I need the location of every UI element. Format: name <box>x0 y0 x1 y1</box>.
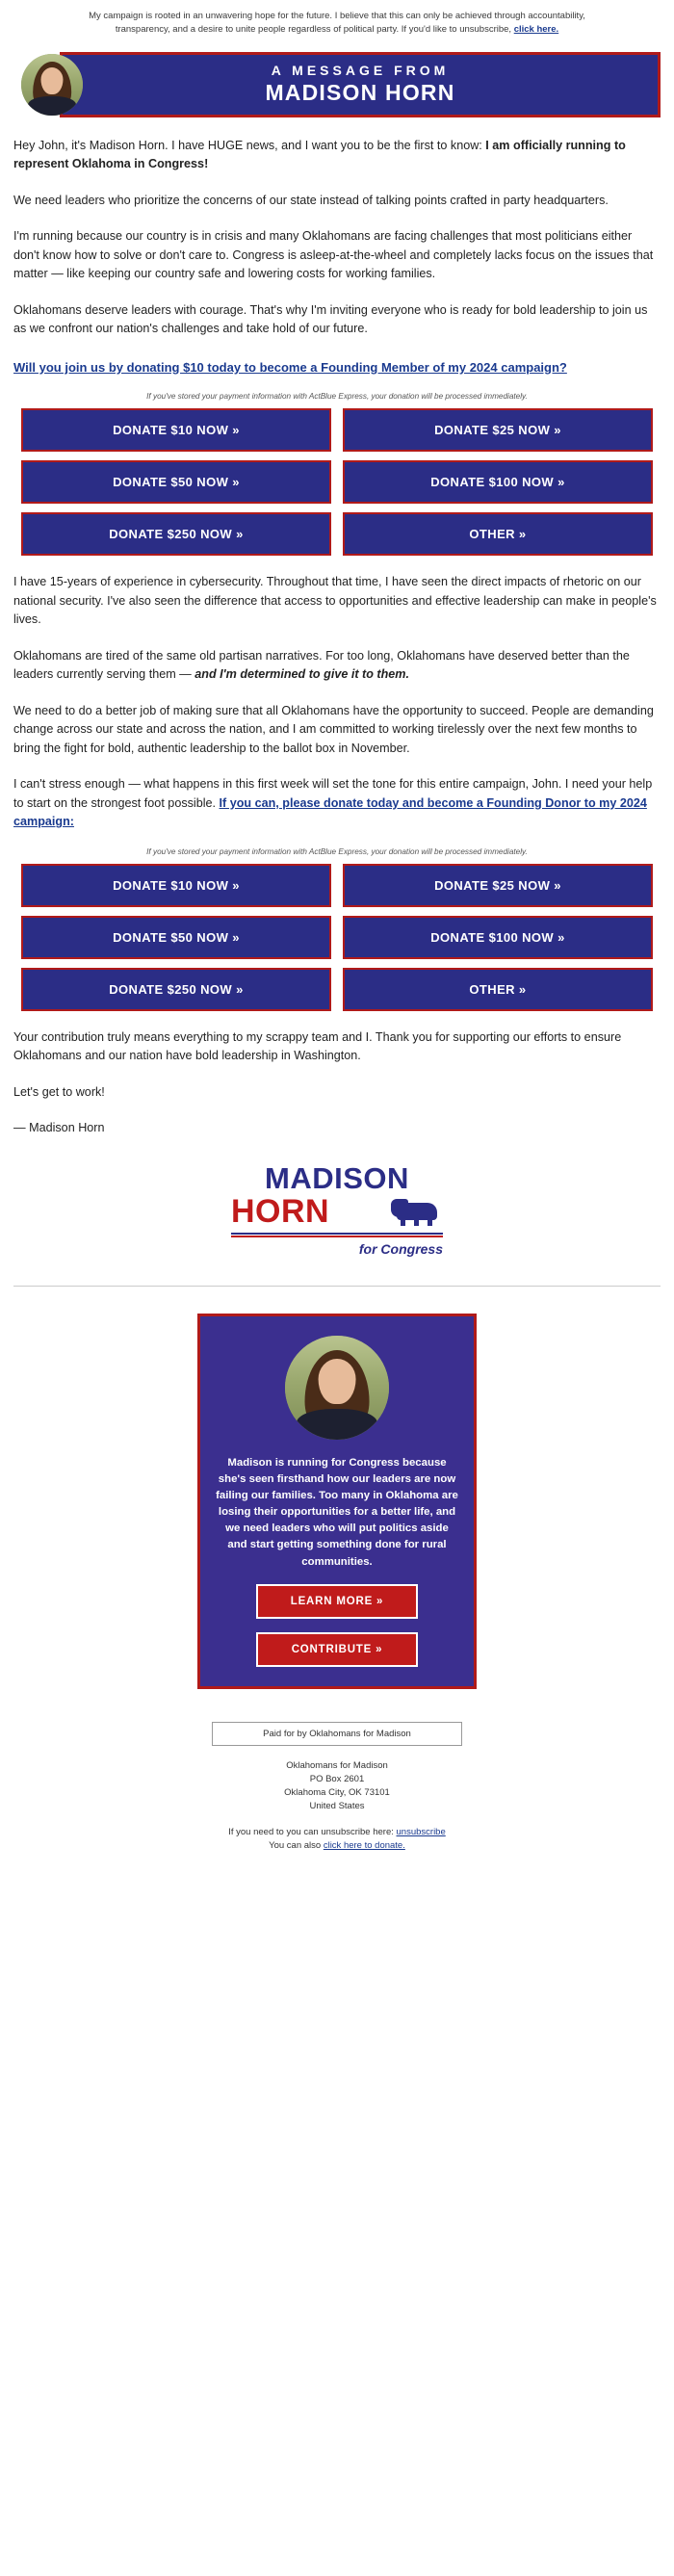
donate-250-button-top[interactable]: DONATE $250 NOW » <box>21 512 331 556</box>
donate-button-grid-2 <box>21 864 653 1011</box>
preheader <box>0 0 674 44</box>
paragraph-4: Oklahomans deserve leaders with courage. That's why I'm inviting everyone who is ready for bold leadership to join us as we confront our nation's challenges and take hold of our future. <box>13 302 648 336</box>
donate-250-button-bottom[interactable]: DONATE $250 NOW » <box>21 968 331 1011</box>
paragraph-9: Your contribution truly means everything to my scrappy team and I. Thank you for supporting our efforts to ensure Oklahomans and our nation have bold leadership in Washington. <box>13 1029 622 1063</box>
paid-for-disclaimer: Paid for by Oklahomans for Madison <box>212 1722 462 1746</box>
portrait-body <box>28 96 76 115</box>
footer-donate-link[interactable]: click here to donate. <box>323 1839 405 1851</box>
actblue-disclaimer-1: If you've stored your payment information with ActBlue Express, your donation will be processed immediately. <box>146 392 528 402</box>
header-portrait-image <box>21 54 83 116</box>
bison-leg-2 <box>414 1218 419 1226</box>
paragraph-7: We need to do a better job of making sure that all Oklahomans have the opportunity to succeed. People are demanding change across our state and across the nation, and I am committed to working tirelessly over the next few months to bring the fight for bold, authentic leadership to the ballot box in November. <box>13 703 654 755</box>
paragraph-6 <box>13 647 661 685</box>
donation-ask-link-1[interactable]: Will you join us by donating $10 today to become a Founding Member of my 2024 campaign? <box>13 359 567 375</box>
footer-unsubscribe-line <box>0 1826 674 1839</box>
bison-leg-3 <box>428 1218 432 1226</box>
donate-25-button-bottom[interactable]: DONATE $25 NOW » <box>343 864 653 907</box>
signature: — Madison Horn <box>13 1121 105 1135</box>
paragraph-5: I have 15-years of experience in cybersecurity. Throughout that time, I have seen the direct impacts of rhetoric on our national security. I've also seen the difference that access to opportunities and effective leadership can make in people's lives. <box>13 575 657 627</box>
preheader-unsubscribe-link[interactable]: click here. <box>513 23 559 35</box>
paragraph-1-intro: Hey John, it's Madison Horn. I have HUGE news, and I want you to be the first to know: <box>13 138 486 152</box>
donate-button-grid-1 <box>21 408 653 556</box>
paragraph-6-emphasis: and I'm determined to give it to them. <box>194 667 409 682</box>
donate-25-button-top[interactable]: DONATE $25 NOW » <box>343 408 653 452</box>
header-line-2: MADISON HORN <box>265 80 455 106</box>
donate-other-button-top[interactable]: OTHER » <box>343 512 653 556</box>
paragraph-10: Let's get to work! <box>13 1084 105 1099</box>
campaign-logo <box>231 1160 443 1264</box>
paragraph-8 <box>13 775 661 832</box>
header-banner <box>13 52 661 117</box>
donate-100-button-bottom[interactable]: DONATE $100 NOW » <box>343 916 653 959</box>
logo-horn-row <box>231 1192 443 1230</box>
email-content <box>0 137 674 1264</box>
donate-other-button-bottom[interactable]: OTHER » <box>343 968 653 1011</box>
footer-donate-line <box>0 1839 674 1853</box>
actblue-disclaimer-2: If you've stored your payment information with ActBlue Express, your donation will be processed immediately. <box>146 846 528 856</box>
paragraph-2: We need leaders who prioritize the concerns of our state instead of talking points crafted in party headquarters. <box>13 193 609 207</box>
header-line-1: A MESSAGE FROM <box>271 63 450 79</box>
logo-divider <box>231 1233 443 1237</box>
logo-madison-text: MADISON <box>265 1160 409 1195</box>
promo-card <box>197 1314 477 1689</box>
learn-more-button[interactable]: LEARN MORE » <box>256 1584 418 1619</box>
donate-100-button-top[interactable]: DONATE $100 NOW » <box>343 460 653 504</box>
donate-50-button-bottom[interactable]: DONATE $50 NOW » <box>21 916 331 959</box>
promo-portrait-face <box>319 1359 356 1405</box>
donation-ask-link-2[interactable]: If you can, please donate today and become a Founding Donor to my 2024 campaign: <box>13 795 647 829</box>
header-banner-bar <box>60 52 661 117</box>
promo-card-photo <box>285 1336 389 1440</box>
donate-50-button-top[interactable]: DONATE $50 NOW » <box>21 460 331 504</box>
footer-unsubscribe-text: If you need to you can unsubscribe here: <box>228 1826 397 1837</box>
footer-address-line-1: Oklahomans for Madison <box>286 1759 388 1771</box>
portrait-graphic <box>21 54 83 116</box>
donate-10-button-top[interactable]: DONATE $10 NOW » <box>21 408 331 452</box>
footer-unsubscribe <box>0 1826 674 1879</box>
bison-leg-1 <box>401 1218 405 1226</box>
paragraph-3: I'm running because our country is in crisis and many Oklahomans are facing challenges that most politicians either don't know how to solve or don't care to. Congress is asleep-at-the-wheel and completely lacks focus on the issues that matter — like keeping our country safe and lowering costs for working families. <box>13 229 654 281</box>
paragraph-8-intro: I can't stress enough — what happens in this first week will set the tone for this entire campaign, John. I need your help to start on the strongest foot possible. <box>13 777 653 810</box>
promo-portrait-graphic <box>285 1336 389 1440</box>
footer-address-line-4: United States <box>309 1801 365 1812</box>
footer-address <box>0 1759 674 1814</box>
portrait-face <box>40 67 63 94</box>
logo-horn-text: HORN <box>231 1192 330 1230</box>
promo-portrait-body <box>297 1409 377 1440</box>
paragraph-1 <box>13 137 661 174</box>
logo-for-congress-text: for Congress <box>358 1240 443 1257</box>
contribute-button[interactable]: CONTRIBUTE » <box>256 1632 418 1667</box>
donate-10-button-bottom[interactable]: DONATE $10 NOW » <box>21 864 331 907</box>
footer-address-line-2: PO Box 2601 <box>309 1773 365 1784</box>
footer-address-line-3: Oklahoma City, OK 73101 <box>284 1787 390 1799</box>
paragraph-6-intro: Oklahomans are tired of the same old partisan narratives. For too long, Oklahomans have deserved better than the leaders currently serving them — <box>13 648 630 682</box>
promo-card-text: Madison is running for Congress because she's seen firsthand how our leaders are now failing our families. Too many in Oklahoma are losing their opportunities for a better life, and we need leaders who will put politics aside and start getting something done for rural communities. <box>216 1456 458 1568</box>
footer-donate-text: You can also <box>269 1839 324 1851</box>
section-divider <box>13 1286 661 1287</box>
preheader-text: My campaign is rooted in an unwavering hope for the future. I believe that this can only be achieved through accountability, transparency, and a desire to unite people regardless of political party. If you'd like to unsubscribe, <box>89 11 585 35</box>
paragraph-1-announcement: I am officially running to represent Oklahoma in Congress! <box>13 138 626 171</box>
footer-unsubscribe-link[interactable]: unsubscribe <box>396 1826 446 1837</box>
bison-icon <box>391 1195 443 1228</box>
